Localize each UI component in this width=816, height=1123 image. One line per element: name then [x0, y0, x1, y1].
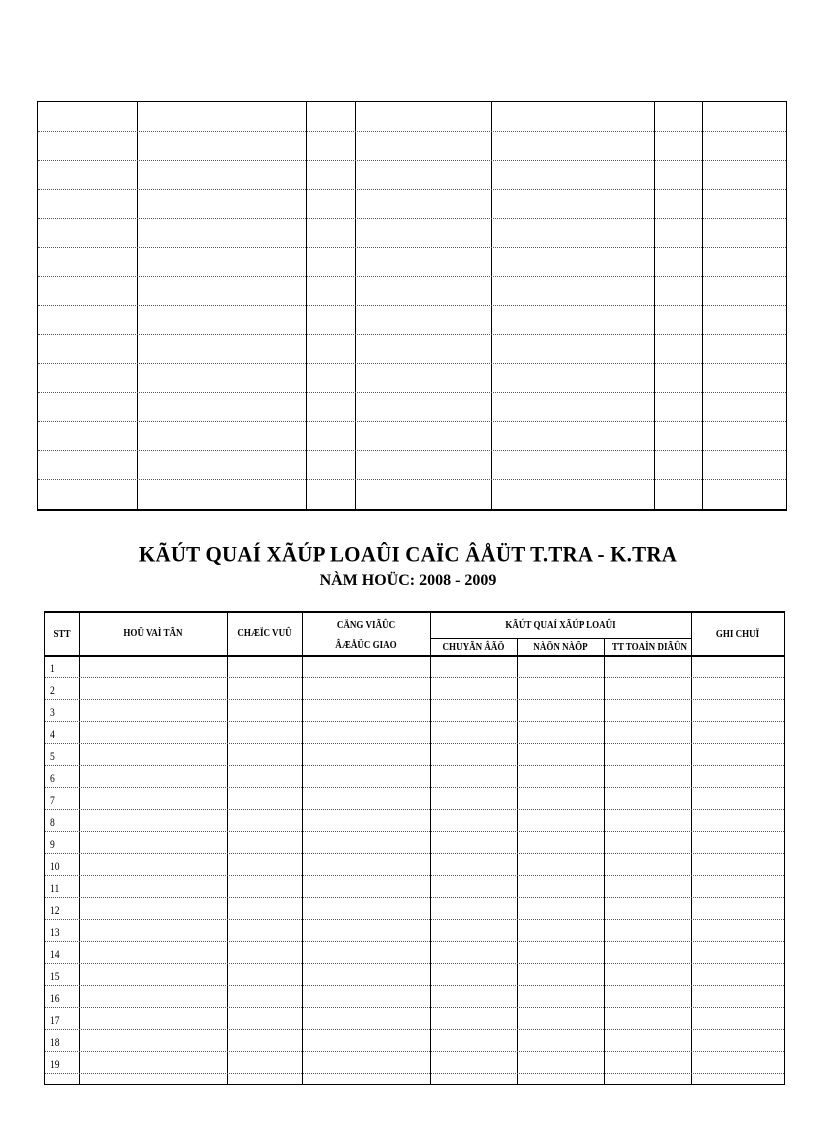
row-divider [45, 1051, 784, 1052]
row-number: 17 [50, 1013, 60, 1027]
row-number: 15 [50, 969, 60, 983]
header-stt: STT [53, 628, 71, 640]
header-result-competence: NÀÕN NÀÕP [533, 641, 588, 653]
column-divider [691, 613, 692, 1084]
row-divider [38, 363, 786, 364]
row-divider [45, 985, 784, 986]
row-number: 8 [50, 815, 55, 829]
column-divider [430, 613, 431, 1084]
row-number: 14 [50, 947, 60, 961]
row-divider [45, 919, 784, 920]
row-divider [45, 1029, 784, 1030]
school-year: NÀM HOÜC: 2008 - 2009 [319, 572, 497, 589]
column-divider [227, 613, 228, 1084]
header-task-line1: CÄNG VIÃÛC [336, 619, 396, 631]
header-name: HOÜ VAÌ TÃN [123, 627, 183, 639]
row-divider [45, 809, 784, 810]
row-divider [45, 677, 784, 678]
column-divider [302, 613, 303, 1084]
row-divider [45, 743, 784, 744]
row-divider [45, 831, 784, 832]
row-divider [45, 787, 784, 788]
row-divider [38, 421, 786, 422]
header-result-overall: TT TOAÌN DIÃÛN [611, 641, 688, 653]
row-divider [45, 897, 784, 898]
row-number: 3 [50, 705, 55, 719]
column-divider [517, 638, 518, 1084]
row-divider [45, 1007, 784, 1008]
row-divider [45, 699, 784, 700]
row-divider [38, 218, 786, 219]
row-number: 11 [50, 881, 60, 895]
header-bottom-border [45, 655, 784, 657]
row-divider [38, 334, 786, 335]
evaluation-table [44, 611, 785, 1085]
report-title: KÃÚT QUAÍ XÃÚP LOAÛI CAÏC ÂÅÜT T.TRA - K.TRA [138, 541, 678, 567]
column-divider [604, 638, 605, 1084]
row-divider [45, 963, 784, 964]
row-number: 12 [50, 903, 60, 917]
row-number: 1 [50, 661, 55, 675]
column-divider [79, 613, 80, 1084]
row-divider [38, 131, 786, 132]
header-result-specialty: CHUYÃN ÂÃÖ [442, 641, 505, 653]
row-number: 7 [50, 793, 55, 807]
row-divider [38, 276, 786, 277]
row-number: 10 [50, 859, 60, 873]
row-divider [45, 721, 784, 722]
row-divider [38, 305, 786, 306]
header-task-line2: ÂÆÅÜC GIAO [335, 639, 397, 651]
row-divider [38, 450, 786, 451]
row-divider [45, 853, 784, 854]
row-number: 13 [50, 925, 60, 939]
row-number: 5 [50, 749, 55, 763]
blank-table-top [37, 101, 787, 511]
row-divider [38, 479, 786, 480]
row-number: 16 [50, 991, 60, 1005]
group-header-divider [430, 638, 691, 639]
header-result-group: KÃÚT QUAÍ XÃÚP LOAÛI [505, 619, 616, 631]
row-number: 9 [50, 837, 55, 851]
row-divider [45, 875, 784, 876]
row-divider [45, 1073, 784, 1074]
row-divider [38, 160, 786, 161]
row-number: 19 [50, 1057, 60, 1071]
row-number: 6 [50, 771, 55, 785]
header-position: CHÆÏC VUÛ [237, 627, 292, 639]
row-divider [38, 392, 786, 393]
row-divider [38, 247, 786, 248]
row-divider [45, 941, 784, 942]
row-divider [45, 765, 784, 766]
row-number: 18 [50, 1035, 60, 1049]
row-number: 2 [50, 683, 55, 697]
row-number: 4 [50, 727, 55, 741]
row-divider [38, 189, 786, 190]
header-note: GHI CHUÏ [715, 628, 760, 640]
